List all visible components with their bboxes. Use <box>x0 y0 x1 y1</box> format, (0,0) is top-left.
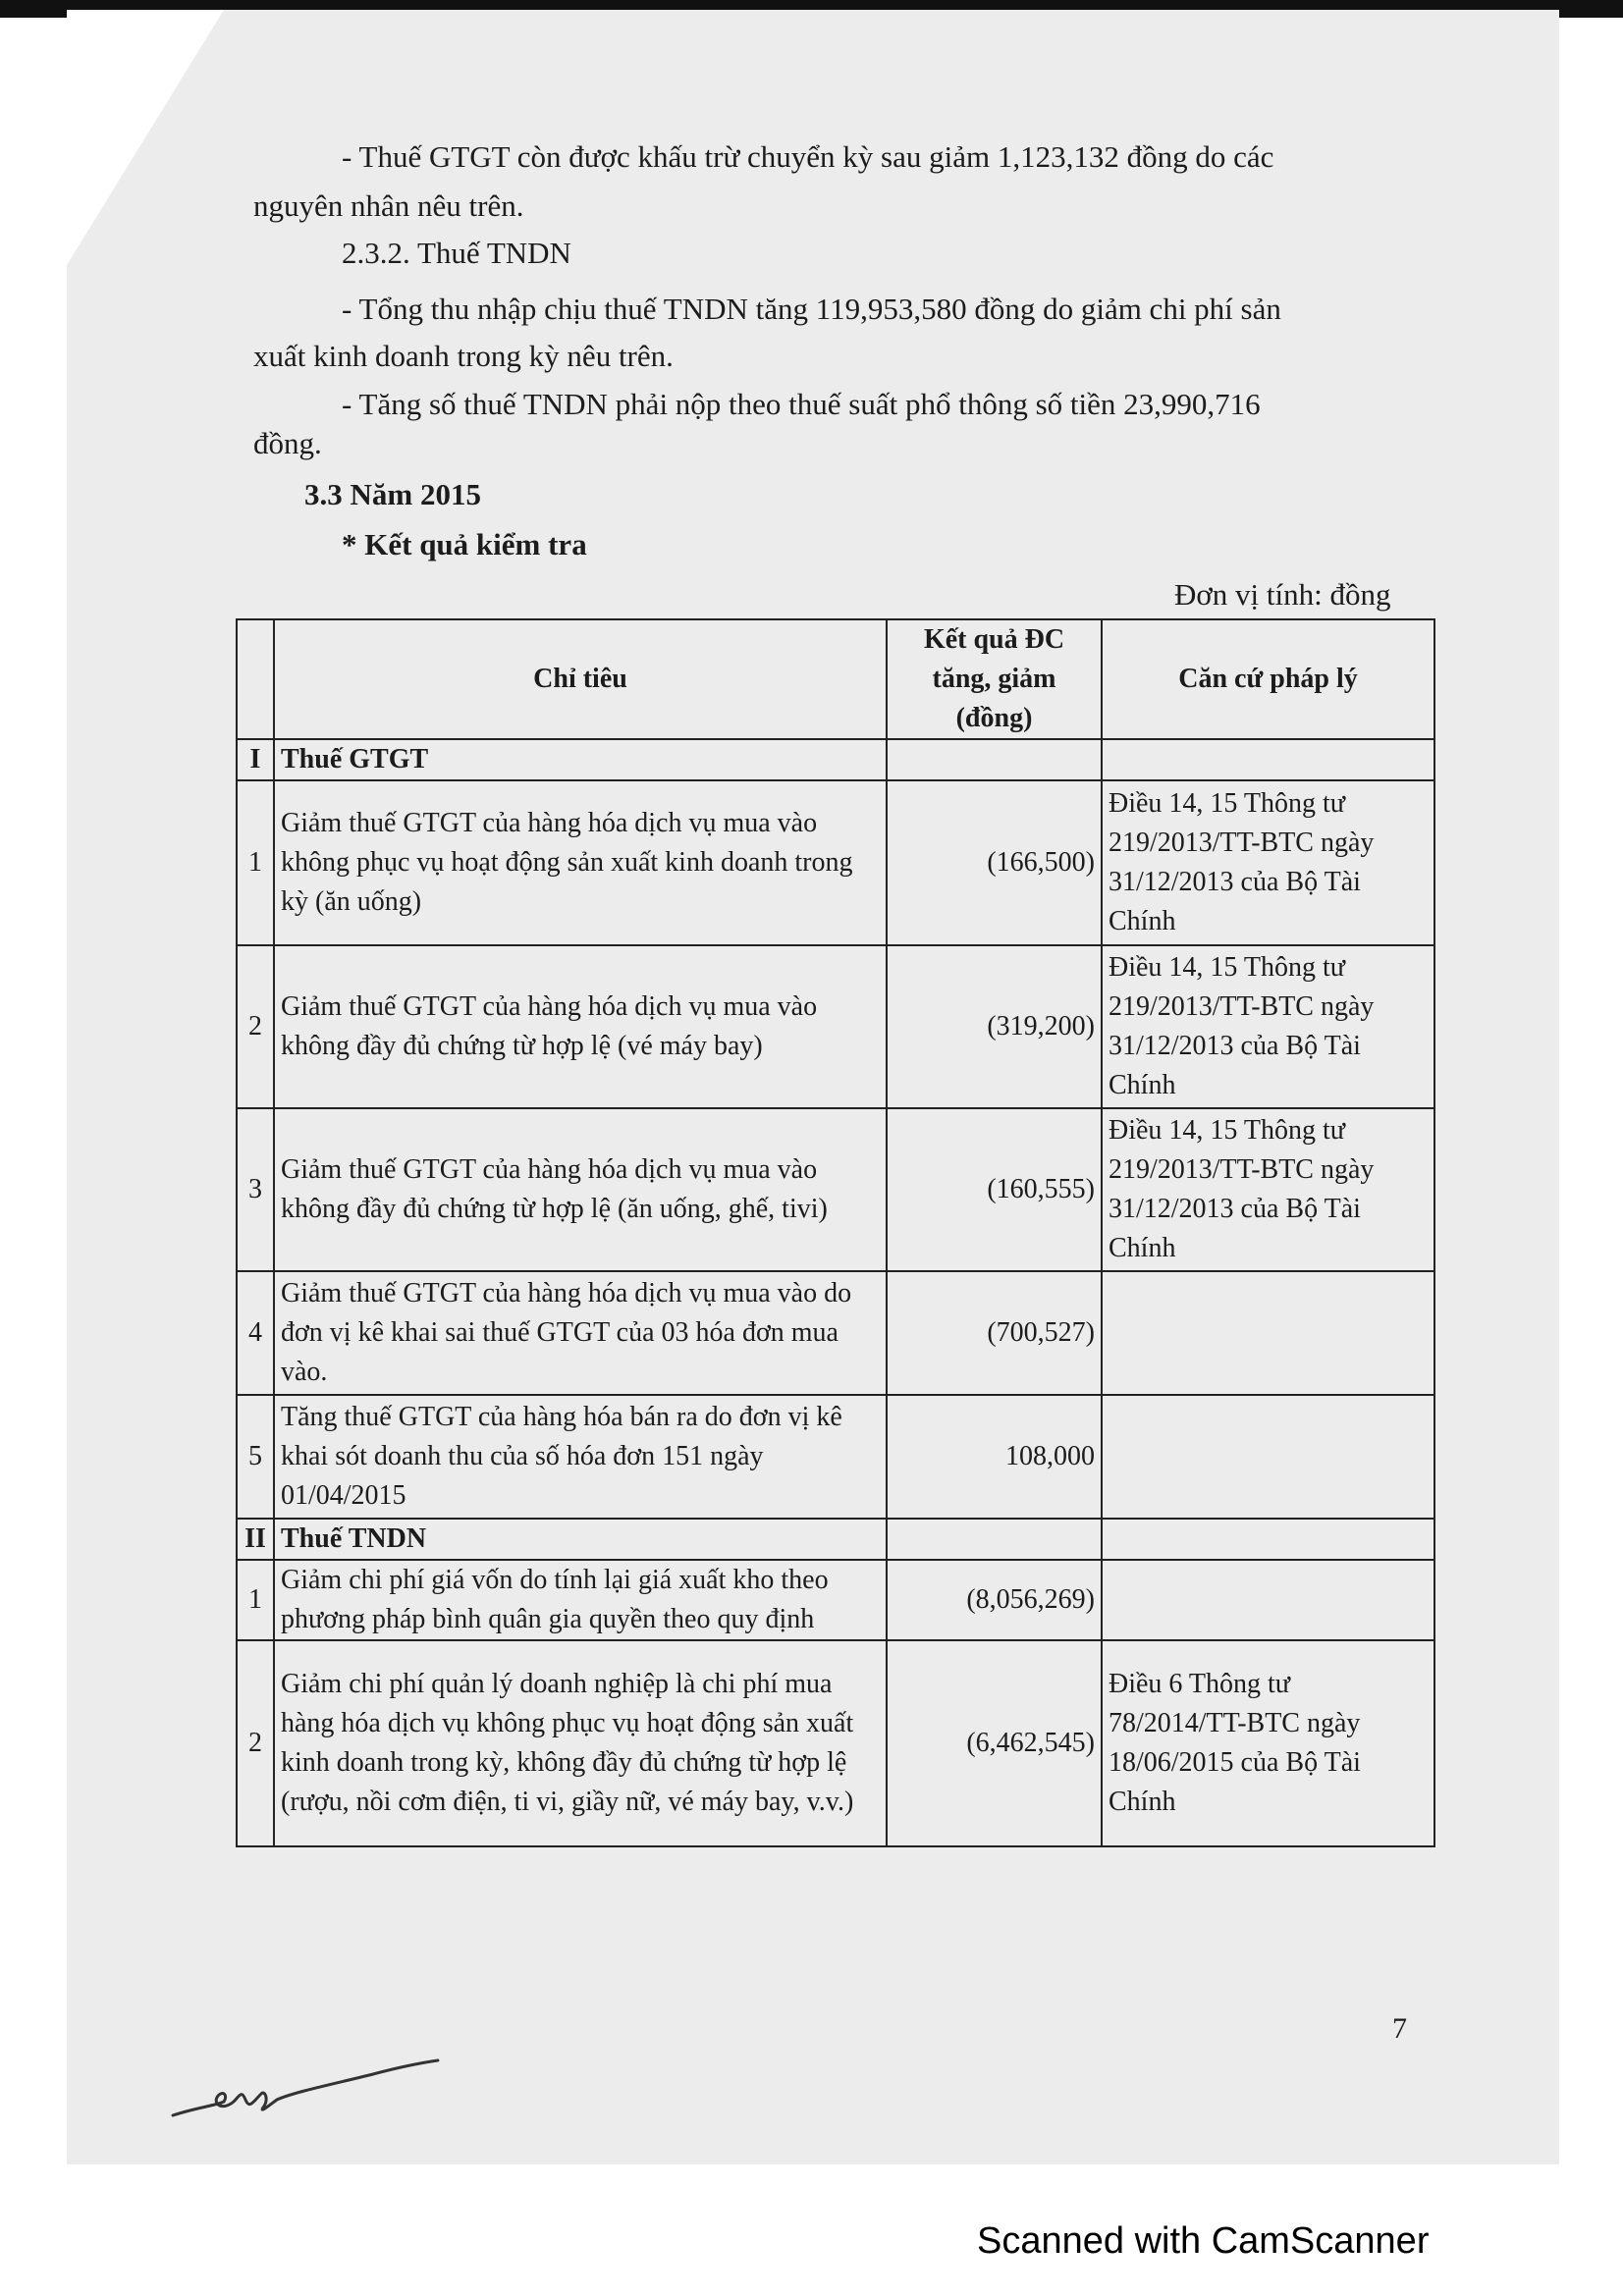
table-row <box>237 1108 1434 1271</box>
scanner-watermark: Scanned with CamScanner <box>977 2220 1430 2262</box>
handwritten-signature <box>167 2056 442 2150</box>
table-row <box>237 1640 1434 1846</box>
empty-cell <box>887 1519 1102 1560</box>
section-title: Thuế TNDN <box>274 1519 887 1560</box>
table-row <box>237 1560 1434 1640</box>
row-amount: (160,555) <box>887 1108 1102 1271</box>
row-number: 4 <box>237 1271 274 1395</box>
header-amount: Kết quả ĐC tăng, giảm (đồng) <box>887 619 1102 739</box>
section-number: I <box>237 739 274 780</box>
row-amount: (319,200) <box>887 945 1102 1108</box>
table-row <box>237 945 1434 1108</box>
table-row <box>237 1271 1434 1395</box>
table-row <box>237 780 1434 945</box>
row-indicator: Giảm thuế GTGT của hàng hóa dịch vụ mua vào không đầy đủ chứng từ hợp lệ (ăn uống, ghế, tivi) <box>274 1108 887 1271</box>
row-legal-basis <box>1102 1271 1434 1395</box>
header-legal-basis: Căn cứ pháp lý <box>1102 619 1434 739</box>
row-legal-basis: Điều 14, 15 Thông tư 219/2013/TT-BTC ngày 31/12/2013 của Bộ Tài Chính <box>1102 780 1434 945</box>
row-number: 2 <box>237 1640 274 1846</box>
row-indicator: Giảm thuế GTGT của hàng hóa dịch vụ mua vào do đơn vị kê khai sai thuế GTGT của 03 hóa đơn mua vào. <box>274 1271 887 1395</box>
page-number: 7 <box>1392 2012 1407 2045</box>
row-amount: (700,527) <box>887 1271 1102 1395</box>
section-title: Thuế GTGT <box>274 739 887 780</box>
paragraph-line: xuất kinh doanh trong kỳ nêu trên. <box>253 339 674 373</box>
paragraph-line: - Thuế GTGT còn được khấu trừ chuyển kỳ sau giảm 1,123,132 đồng do các <box>342 139 1274 174</box>
row-indicator: Giảm chi phí quản lý doanh nghiệp là chi phí mua hàng hóa dịch vụ không phục vụ hoạt động sản xuất kinh doanh trong kỳ, không đầy đủ chứng từ hợp lệ (rượu, nồi cơm điện, ti vi, giầy nữ, vé máy bay, v.v.) <box>274 1640 887 1846</box>
row-amount: (8,056,269) <box>887 1560 1102 1640</box>
row-indicator: Giảm chi phí giá vốn do tính lại giá xuất kho theo phương pháp bình quân gia quyền theo quy định <box>274 1560 887 1640</box>
empty-cell <box>1102 739 1434 780</box>
row-number: 1 <box>237 1560 274 1640</box>
row-number: 1 <box>237 780 274 945</box>
row-legal-basis: Điều 14, 15 Thông tư 219/2013/TT-BTC ngày 31/12/2013 của Bộ Tài Chính <box>1102 945 1434 1108</box>
paragraph-line: đồng. <box>253 426 322 460</box>
section-number: II <box>237 1519 274 1560</box>
paragraph-line: - Tổng thu nhập chịu thuế TNDN tăng 119,953,580 đồng do giảm chi phí sản <box>342 292 1281 326</box>
row-number: 2 <box>237 945 274 1108</box>
section-row <box>237 1519 1434 1560</box>
row-amount: (6,462,545) <box>887 1640 1102 1846</box>
table-header-row <box>237 619 1434 739</box>
section-heading: 3.3 Năm 2015 <box>304 477 481 511</box>
section-row <box>237 739 1434 780</box>
empty-cell <box>887 739 1102 780</box>
header-indicator: Chỉ tiêu <box>274 619 887 739</box>
row-number: 5 <box>237 1395 274 1519</box>
row-legal-basis: Điều 6 Thông tư 78/2014/TT-BTC ngày 18/06/2015 của Bộ Tài Chính <box>1102 1640 1434 1846</box>
inspection-results-table <box>236 618 1435 1847</box>
row-legal-basis <box>1102 1395 1434 1519</box>
sub-heading: * Kết quả kiểm tra <box>342 527 587 561</box>
row-indicator: Giảm thuế GTGT của hàng hóa dịch vụ mua vào không đầy đủ chứng từ hợp lệ (vé máy bay) <box>274 945 887 1108</box>
row-legal-basis: Điều 14, 15 Thông tư 219/2013/TT-BTC ngày 31/12/2013 của Bộ Tài Chính <box>1102 1108 1434 1271</box>
row-legal-basis <box>1102 1560 1434 1640</box>
empty-cell <box>1102 1519 1434 1560</box>
table-row <box>237 1395 1434 1519</box>
row-indicator: Giảm thuế GTGT của hàng hóa dịch vụ mua vào không phục vụ hoạt động sản xuất kinh doanh trong kỳ (ăn uống) <box>274 780 887 945</box>
row-amount: 108,000 <box>887 1395 1102 1519</box>
row-indicator: Tăng thuế GTGT của hàng hóa bán ra do đơn vị kê khai sót doanh thu của số hóa đơn 151 ngày 01/04/2015 <box>274 1395 887 1519</box>
unit-note: Đơn vị tính: đồng <box>1174 577 1391 612</box>
paragraph-line: nguyên nhân nêu trên. <box>253 188 524 223</box>
row-number: 3 <box>237 1108 274 1271</box>
header-number-cell <box>237 619 274 739</box>
section-heading: 2.3.2. Thuế TNDN <box>342 236 571 270</box>
row-amount: (166,500) <box>887 780 1102 945</box>
page-corner <box>67 10 224 265</box>
paragraph-line: - Tăng số thuế TNDN phải nộp theo thuế suất phổ thông số tiền 23,990,716 <box>342 387 1261 421</box>
